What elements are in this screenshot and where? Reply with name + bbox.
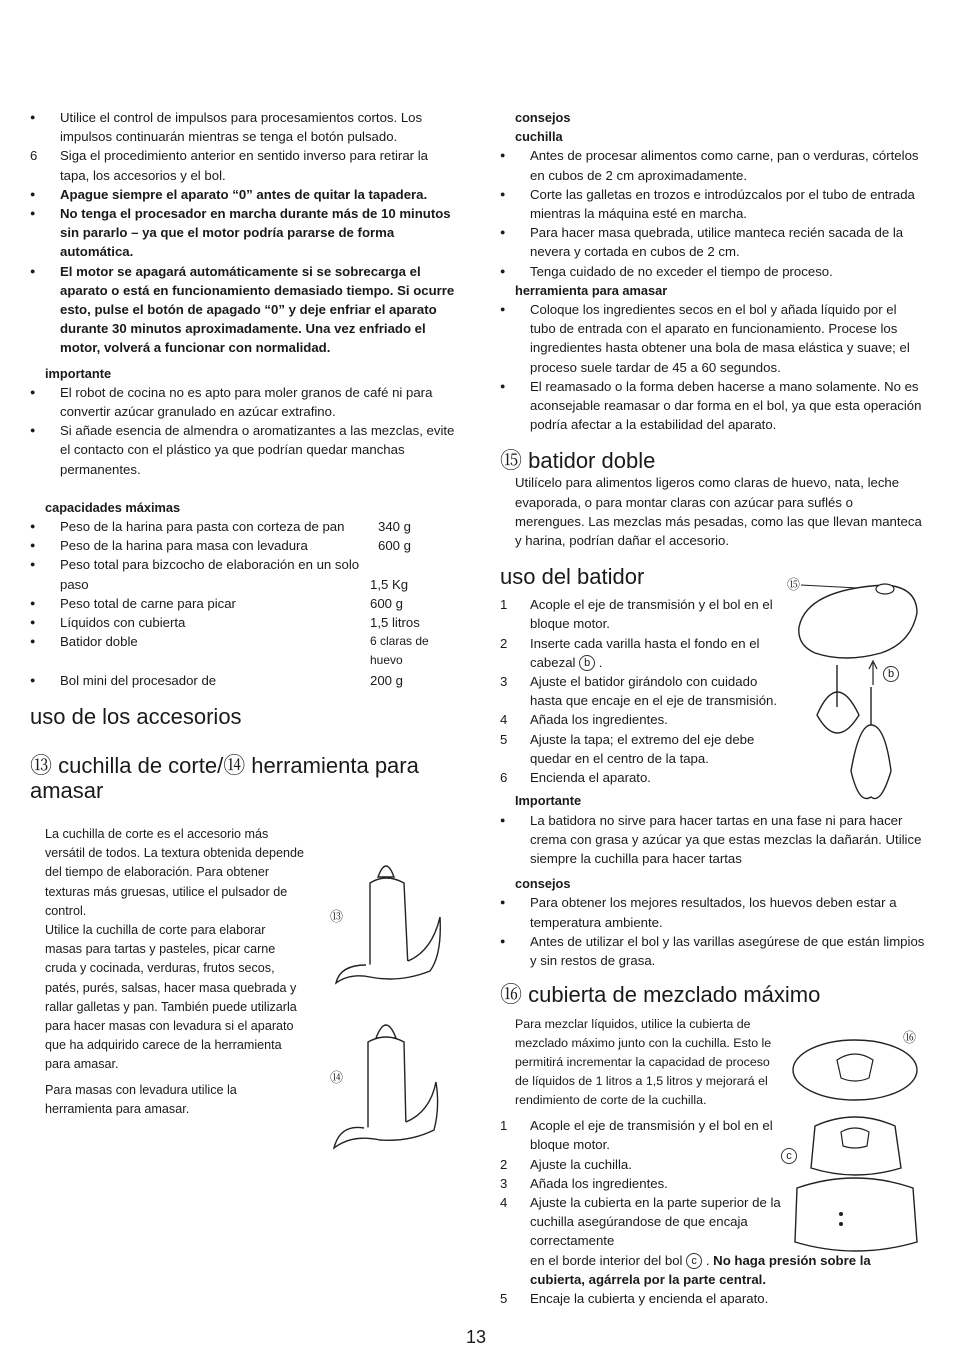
dough-tool-figure — [330, 1012, 450, 1162]
b-marker: b — [883, 666, 899, 682]
table-row: ● Peso total para bizcocho de elaboración en un solo paso 1,5 Kg — [45, 555, 455, 593]
list-item: ● Corte las galletas en trozos e introdúzcalos por el tubo de entrada mientras la máquina esté en marcha. — [515, 185, 925, 223]
blade-figure — [330, 855, 450, 1005]
warning-item: ● Apague siempre el aparato “0” antes de quitar la tapadera. — [45, 185, 455, 204]
dough-subheading: herramienta para amasar — [515, 282, 668, 298]
whisk-icon — [785, 575, 925, 810]
list-item: ● Utilice el control de impulsos para procesamientos cortos. Los impulsos continuarán mientras se tenga el botón pulsado. — [45, 108, 455, 146]
table-row: ● Peso de la harina para masa con levadura 600 g — [45, 536, 455, 555]
list-item: ● La batidora no sirve para hacer tartas en una fase ni para hacer crema con grasa y azúcar ya que estas mezclas la dañarán. Utilice siempre la cuchilla para hacer tartas — [515, 811, 925, 869]
whisk-intro: Utilícelo para alimentos ligeros como claras de huevo, nata, leche evaporada, o para montar claras con azúcar para suflés o merengues. Las mezclas más pesadas, como las que llevan manteca y harina, podrían dañar el accesorio. — [515, 475, 922, 549]
list-item: 2 Ajuste la cuchilla. — [500, 1156, 632, 1172]
cover-icon — [785, 1028, 925, 1268]
list-item: ● Si añade esencia de almendra o aromatizantes a las mezclas, evite el contacto con el plástico ya que podrían quedar manchas permanentes. — [45, 421, 455, 479]
cover-title: ⑯ cubierta de mezclado máximo — [500, 982, 821, 1008]
list-item: ● El reamasado o la forma deben hacerse a mano solamente. No es aconsejable reamasar o dar forma en el bol, ya que esta operación podría afectar a la estabilidad del aparato. — [515, 377, 925, 435]
table-row: ● Líquidos con cubierta 1,5 litros — [45, 613, 455, 632]
figure-label: ⑯ — [903, 1030, 917, 1045]
table-row: ● Peso total de carne para picar 600 g — [45, 594, 455, 613]
important-heading: importante — [45, 365, 112, 381]
blade-title: ⑬ cuchilla de corte/⑭ herramienta para amasar — [30, 752, 419, 803]
cover-intro: Para mezclar líquidos, utilice la cubierta de mezclado máximo junto con la cuchilla. Esto le permitirá incrementar la capacidad de proceso de líquidos de 1 litros a 1,5 litros y mejorará el rendimiento de corte de la cuchilla. — [515, 1017, 772, 1108]
b-marker: b — [579, 655, 595, 671]
c-marker: c — [781, 1148, 797, 1164]
whisk-use-title: uso del batidor — [500, 564, 645, 590]
whisk-figure — [785, 575, 925, 810]
c-marker: c — [686, 1253, 702, 1269]
list-item: 5 Encaje la cubierta y encienda el aparato. — [500, 1290, 769, 1306]
list-item: 6 Siga el procedimiento anterior en sentido inverso para retirar la tapa, los accesorios y el bol. — [30, 148, 428, 183]
blade-icon — [330, 855, 450, 1005]
warning-item: ● No tenga el procesador en marcha durante más de 10 minutos sin pararlo – ya que el motor podría pararse de forma automática. — [45, 204, 455, 262]
list-item: 4 Añada los ingredientes. — [500, 712, 668, 728]
section-title: uso de los accesorios — [30, 703, 242, 729]
list-item: ● El robot de cocina no es apto para moler granos de café ni para convertir azúcar granulado en azúcar extrafino. — [45, 383, 455, 421]
whisk-steps — [500, 595, 785, 787]
list-item: ● Coloque los ingredientes secos en el bol y añada líquido por el tubo de entrada con el aparato en funcionamiento. Procese los ingredientes hasta obtener una bola de masa elástica y suave; el proceso suele tardar de 45 a 60 segundos. — [515, 300, 925, 377]
list-item-continued: en el borde interior del bol c . No haga presión sobre la cubierta, agárrela por la parte central. — [530, 1252, 871, 1287]
important-heading: Importante — [515, 793, 582, 809]
tips-heading: consejos — [515, 110, 571, 125]
blade-description: La cuchilla de corte es el accesorio más versátil de todos. La textura obtenida depende del tiempo de elaboración. Para obtener texturas más gruesas, utilice el pulsador de control. Utilice la cuchilla de corte para elaborar masas para tartas y pasteles, picar carne cruda y cocinada, verduras, frutos secos, patés, purés, salsas, hacer masa quebrada y rallar galletas y pan. También puede utilizarla para hacer masas con levadura si el aparato que ha adquirido carece de la herramienta para amasar. Para masas con levadura utilice la herramienta para amasar. — [45, 826, 305, 1116]
cover-figure — [785, 1028, 925, 1268]
list-item: ● Tenga cuidado de no exceder el tiempo de proceso. — [515, 262, 925, 281]
page-number: 13 — [466, 1327, 487, 1347]
capacities-table — [45, 517, 455, 690]
list-item: 1 Acople el eje de transmisión y el bol en el bloque motor. — [500, 597, 773, 632]
list-item: ● Antes de procesar alimentos como carne, pan o verduras, córtelos en cubos de 2 cm aproximadamente. — [515, 146, 925, 184]
whisk-title: ⑮ batidor doble — [500, 448, 656, 474]
list-item: 3 Añada los ingredientes. — [500, 1175, 668, 1191]
list-item: 2 Inserte cada varilla hasta el fondo en el cabezal b . — [500, 635, 760, 670]
dough-tool-icon — [330, 1012, 450, 1162]
list-item: 6 Encienda el aparato. — [500, 770, 651, 786]
table-row: ● Batidor doble 6 claras de huevo — [45, 632, 455, 670]
figure-label: ⑮ — [787, 577, 801, 592]
figure-label: ⑬ — [330, 909, 344, 924]
blade-subheading: cuchilla — [515, 129, 563, 145]
list-item: ● Para obtener los mejores resultados, los huevos deben estar a temperatura ambiente. — [515, 893, 925, 931]
table-row: ● Peso de la harina para pasta con corteza de pan 340 g — [45, 517, 455, 536]
capacities-heading: capacidades máximas — [45, 499, 181, 515]
tips-heading: consejos — [515, 876, 571, 892]
warning-item: ● El motor se apagará automáticamente si se sobrecarga el aparato o está en funcionamiento demasiado tiempo. Si ocurre esto, pulse el botón de apagado “0” y deje enfriar el aparato durante 30 minutos aproximadamente. Una vez enfriado el motor, volverá a funcionar con normalidad. — [45, 262, 455, 358]
list-item: 1 Acople el eje de transmisión y el bol en el bloque motor. — [500, 1118, 773, 1153]
list-item: 5 Ajuste la tapa; el extremo del eje debe quedar en el centro de la tapa. — [500, 731, 755, 766]
list-item: ● Antes de utilizar el bol y las varillas asegúrese de que están limpios y sin restos de grasa. — [515, 932, 925, 970]
table-row: ● Bol mini del procesador de 200 g — [45, 671, 455, 690]
list-item: 3 Ajuste el batidor girándolo con cuidado hasta que encaje en el eje de transmisión. — [500, 674, 778, 709]
figure-label: ⑭ — [330, 1070, 344, 1085]
list-item: ● Para hacer masa quebrada, utilice manteca recién sacada de la nevera y cortada en cubos de 2 cm. — [515, 223, 925, 261]
list-item: 4 Ajuste la cubierta en la parte superior de la cuchilla asegúrandose de que encaja correctamente — [500, 1194, 781, 1249]
